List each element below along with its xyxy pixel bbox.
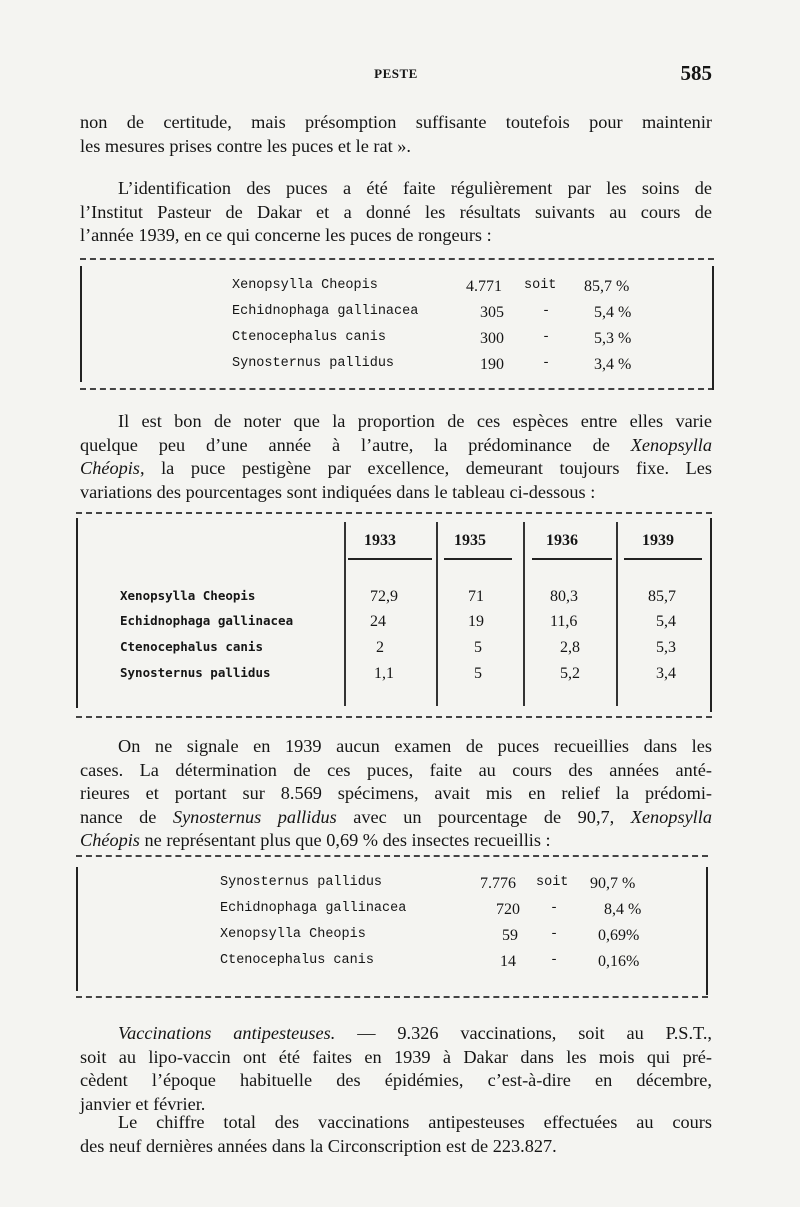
- species-italic: Chéopis: [80, 830, 140, 850]
- text-line: soit au lipo-vaccin ont été faites en 1939 à Dakar dans les mois qui pré-: [80, 1046, 712, 1067]
- percent-value: 0,16%: [598, 953, 640, 970]
- table-row: [76, 665, 712, 689]
- text-line: L’identification des puces a été faite régulièrement par les soins de: [118, 178, 712, 198]
- table-row: [76, 927, 708, 951]
- percent-value: 5,3 %: [594, 330, 632, 347]
- count-value: 300: [480, 330, 504, 347]
- table-row: [76, 901, 708, 925]
- value-1936: 5,2: [560, 665, 580, 682]
- text-line: [80, 829, 712, 853]
- text-line: l’année 1939, en ce qui concerne les puces de rongeurs :: [80, 225, 492, 245]
- table-border-bottom: [80, 388, 714, 390]
- soit-label: soit: [536, 875, 569, 890]
- dash-separator: -: [550, 953, 559, 968]
- header-underline: [348, 558, 432, 560]
- count-value: 4.771: [466, 278, 502, 295]
- value-1935: 5: [474, 639, 482, 656]
- text-line: rieures et portant sur 8.569 spécimens, avait mis en relief la prédomi-: [80, 783, 712, 803]
- text-line: Il est bon de noter que la proportion de ces espèces entre elles varie: [118, 411, 712, 431]
- table-row: [76, 588, 712, 612]
- dash-separator: -: [542, 330, 551, 345]
- count-value: 190: [480, 356, 504, 373]
- year-header: 1939: [642, 532, 674, 549]
- species-italic: Xenopsylla: [630, 806, 712, 827]
- percent-value: 0,69%: [598, 927, 640, 944]
- table-row: [80, 330, 714, 354]
- table-border-top: [76, 512, 712, 514]
- value-1939: 85,7: [648, 588, 676, 605]
- count-value: 720: [496, 901, 520, 918]
- text-line: [80, 1022, 712, 1046]
- species-italic: Synosternus pallidus: [172, 806, 337, 827]
- value-1935: 5: [474, 665, 482, 682]
- value-1939: 3,4: [656, 665, 676, 682]
- header-underline: [624, 558, 702, 560]
- table-row: [80, 278, 714, 302]
- text-line: non de certitude, mais présomption suffisante toutefois pour maintenir: [80, 112, 712, 132]
- species-name: Synosternus pallidus: [232, 356, 395, 371]
- text-line: l’Institut Pasteur de Dakar et a donné les résultats suivants au cours de: [80, 201, 712, 222]
- text-line: [80, 457, 712, 481]
- flea-species-table-1939: [80, 258, 714, 390]
- species-name: Echidnophaga gallinacea: [120, 613, 294, 628]
- year-header: 1935: [454, 532, 486, 549]
- text-line: janvier et février.: [80, 1093, 206, 1114]
- table-row: [76, 953, 708, 977]
- table-row: [80, 304, 714, 328]
- paragraph-1: [80, 111, 712, 158]
- paragraph-3: [80, 410, 712, 504]
- count-value: 14: [500, 953, 516, 970]
- percent-value: 85,7 %: [584, 278, 630, 295]
- header-underline: [444, 558, 512, 560]
- paragraph-5: [80, 1022, 712, 1116]
- text-line: cèdent l’époque habituelle des épidémies, c’est-à-dire en décembre,: [80, 1070, 712, 1090]
- species-name: Xenopsylla Cheopis: [232, 278, 378, 293]
- text-line: cases. La détermination de ces puces, faite au cours des années anté-: [80, 759, 712, 780]
- paragraph-2: [80, 177, 712, 248]
- text-line: des neuf dernières années dans la Circonscription est de 223.827.: [80, 1135, 557, 1156]
- value-1933: 24: [370, 613, 386, 630]
- percent-value: 3,4 %: [594, 356, 632, 373]
- species-name: Ctenocephalus canis: [120, 639, 263, 654]
- year-header: 1933: [364, 532, 396, 549]
- dash-separator: -: [550, 927, 559, 942]
- table-border-top: [80, 258, 714, 260]
- species-name: Synosternus pallidus: [220, 875, 383, 890]
- header-underline: [532, 558, 612, 560]
- species-name: Xenopsylla Cheopis: [220, 927, 366, 942]
- text-line: On ne signale en 1939 aucun examen de puces recueillies dans les: [118, 736, 712, 756]
- value-1935: 71: [468, 588, 484, 605]
- value-1939: 5,3: [656, 639, 676, 656]
- species-name: Echidnophaga gallinacea: [232, 304, 419, 319]
- page-header: [80, 61, 712, 88]
- text-span: , la puce pestigène par excellence, demeurant toujours fixe. Les: [139, 458, 712, 478]
- flea-species-table-previous-years: [76, 855, 708, 998]
- value-1933: 72,9: [370, 588, 398, 605]
- flea-percentages-by-year-table: [76, 512, 712, 718]
- percent-value: 5,4 %: [594, 304, 632, 321]
- value-1936: 2,8: [560, 639, 580, 656]
- running-title: PESTE: [374, 66, 418, 81]
- count-value: 305: [480, 304, 504, 321]
- value-1936: 11,6: [550, 613, 578, 630]
- species-italic: Chéopis: [80, 458, 140, 478]
- page-number: 585: [680, 61, 712, 85]
- species-name: Ctenocephalus canis: [220, 953, 374, 968]
- text-line: Le chiffre total des vaccinations antipesteuses effectuées au cours: [118, 1112, 712, 1132]
- count-value: 59: [502, 927, 518, 944]
- species-name: Xenopsylla Cheopis: [120, 588, 256, 603]
- table-row: [80, 356, 714, 380]
- text-span: avec un pourcentage de 90,7,: [336, 806, 631, 827]
- species-name: Synosternus pallidus: [120, 665, 271, 680]
- dash-separator: -: [550, 901, 559, 916]
- text-line: variations des pourcentages sont indiquées dans le tableau ci-dessous :: [80, 481, 596, 502]
- species-name: Echidnophaga gallinacea: [220, 901, 407, 916]
- text-span: quelque peu d’une année à l’autre, la prédominance de: [80, 434, 631, 455]
- text-line: [80, 806, 712, 830]
- table-row: [76, 875, 708, 899]
- count-value: 7.776: [480, 875, 516, 892]
- dash-separator: -: [542, 356, 551, 371]
- value-1933: 2: [376, 639, 384, 656]
- year-header: 1936: [546, 532, 578, 549]
- table-row: [76, 613, 712, 637]
- text-span: — 9.326 vaccinations, soit au P.S.T.,: [335, 1023, 712, 1043]
- table-border-bottom: [76, 716, 712, 718]
- percent-value: 90,7 %: [590, 875, 636, 892]
- paragraph-6: [80, 1111, 712, 1158]
- table-row: [76, 639, 712, 663]
- soit-label: soit: [524, 278, 557, 293]
- species-italic: Xenopsylla: [630, 434, 712, 455]
- text-span: ne représentant plus que 0,69 % des insectes recueillis :: [139, 830, 551, 850]
- paragraph-4: [80, 735, 712, 853]
- dash-separator: -: [542, 304, 551, 319]
- text-span: nance de: [80, 806, 173, 827]
- section-heading-italic: Vaccinations antipesteuses.: [118, 1023, 336, 1043]
- table-border-top: [76, 855, 708, 857]
- percent-value: 8,4 %: [604, 901, 642, 918]
- text-line: les mesures prises contre les puces et le rat ».: [80, 135, 411, 156]
- value-1936: 80,3: [550, 588, 578, 605]
- value-1939: 5,4: [656, 613, 676, 630]
- table-border-bottom: [76, 996, 708, 998]
- species-name: Ctenocephalus canis: [232, 330, 386, 345]
- value-1935: 19: [468, 613, 484, 630]
- value-1933: 1,1: [374, 665, 394, 682]
- text-line: [80, 434, 712, 458]
